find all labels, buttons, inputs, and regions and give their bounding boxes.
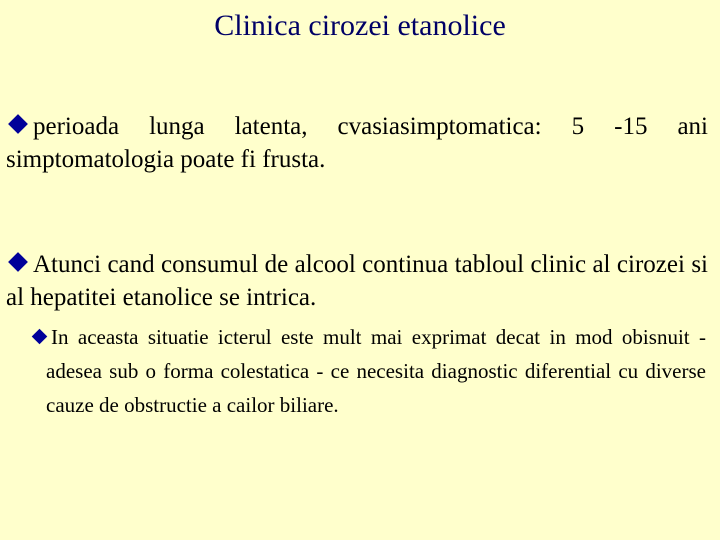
slide-title: Clinica cirozei etanolice [214, 9, 506, 42]
bullet-item [6, 248, 708, 314]
sub-bullet-item [46, 320, 706, 422]
sub-bullet-text: In aceasta situatie icterul este mult mai exprimat decat in mod obisnuit - adesea sub o forma colestatica - ce necesita diagnostic diferential cu diverse cauze de obstructie a cailor biliare. [46, 325, 706, 417]
bullet-text: Atunci cand consumul de alcool continua tabloul clinic al cirozei si al hepatitei etanolice se intrica. [6, 251, 708, 311]
diamond-bullet-icon [8, 114, 28, 134]
diamond-bullet-icon [32, 329, 48, 345]
bullet-item [6, 110, 708, 176]
diamond-bullet-icon [8, 252, 28, 272]
bullet-text: perioada lunga latenta, cvasiasimptomatica: 5 -15 ani simptomatologia poate fi frusta. [6, 113, 708, 173]
